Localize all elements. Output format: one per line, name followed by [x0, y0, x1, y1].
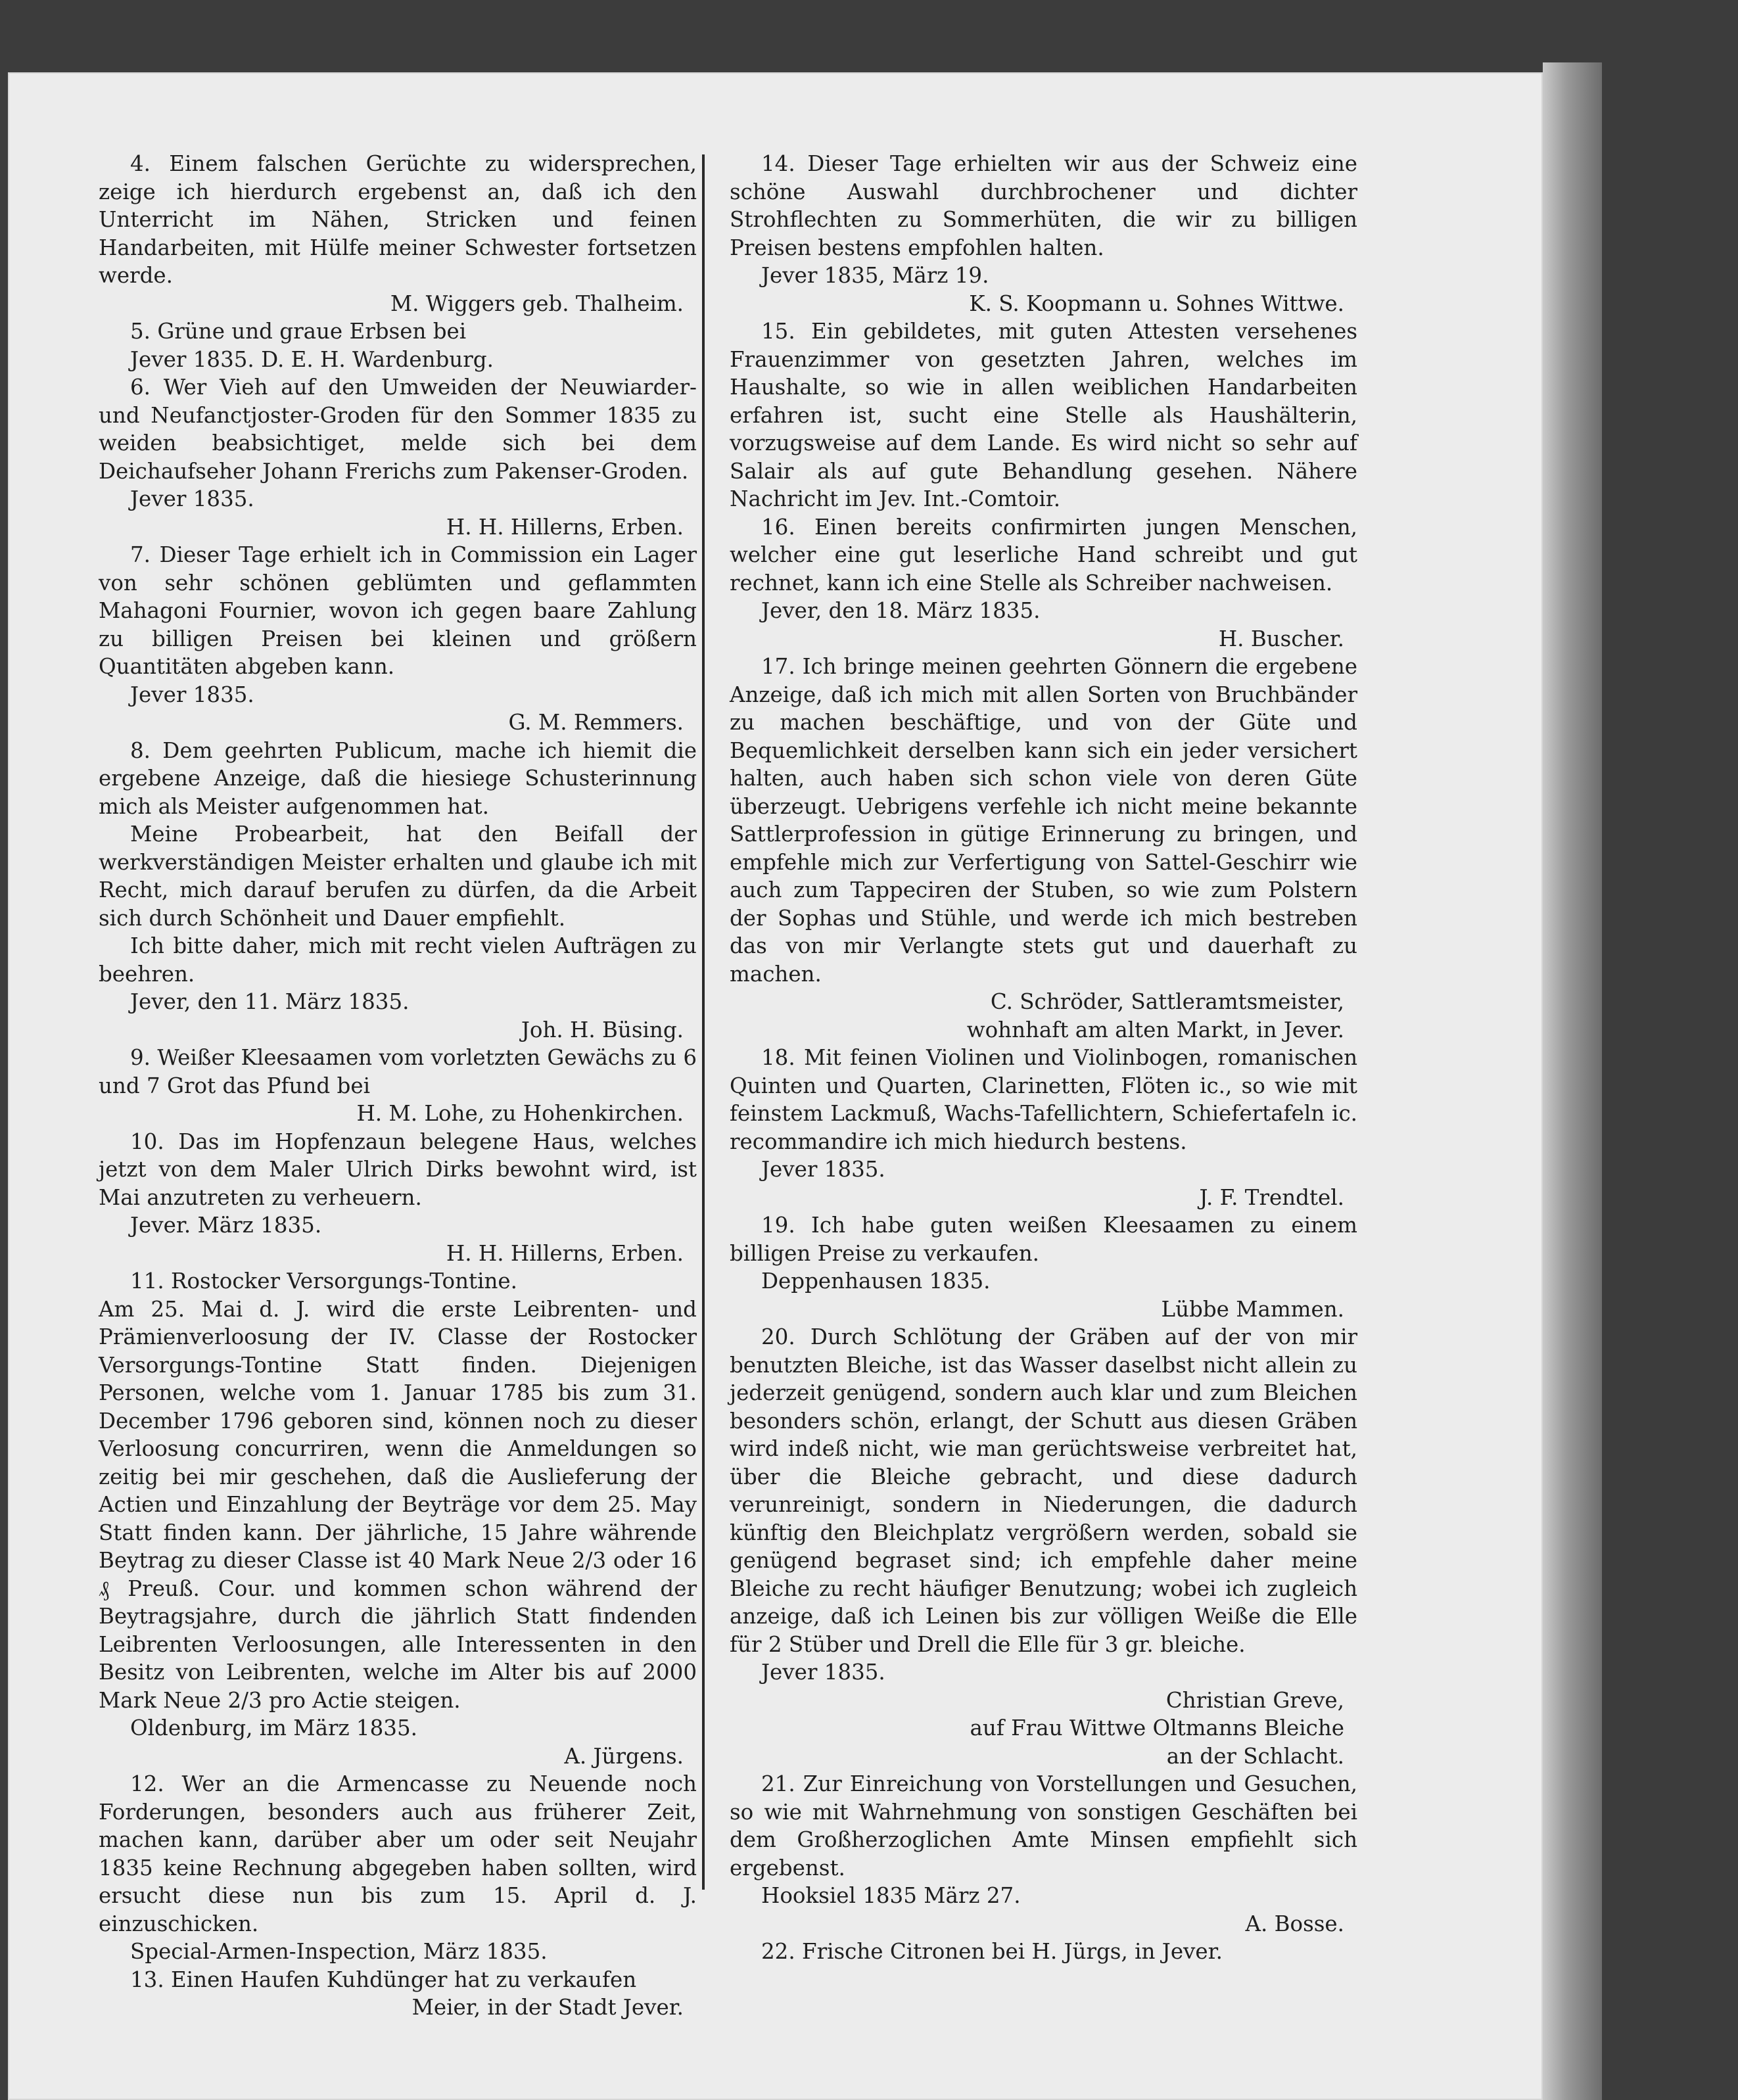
- signature-line: an der Schlacht.: [1166, 1743, 1344, 1769]
- signature-line: H. M. Lohe, zu Hohenkirchen.: [356, 1101, 684, 1126]
- signature-line: Joh. H. Büsing.: [521, 1017, 684, 1042]
- column-divider: [702, 154, 705, 1890]
- notice-paragraph: 11. Rostocker Versorgungs-Tontine.: [130, 1269, 517, 1294]
- notice-paragraph: Jever, den 18. März 1835.: [761, 598, 1041, 623]
- notice-paragraph: Jever 1835.: [130, 682, 254, 707]
- notice-paragraph: 4. Einem falschen Gerüchte zu widersprechen, zeige ich hierdurch ergebenst an, daß ich den Unterricht im Nähen, Stricken und feinen Handarbeiten, mit Hülfe meiner Schwester fortsetzen werde.: [99, 151, 697, 288]
- notice-paragraph: Jever 1835.: [761, 1660, 885, 1685]
- signature-line: Christian Greve,: [1165, 1687, 1344, 1713]
- notice-paragraph: 15. Ein gebildetes, mit guten Attesten versehenes Frauenzimmer von gesetzten Jahren, welches im Haushalte, so wie in allen weiblichen Handarbeiten erfahren ist, sucht eine Stelle als Haushälterin, vorzugsweise auf dem Lande. Es wird nicht so sehr auf Salair als auf gute Behandlung gesehen. Nähere Nachricht im Jev. Int.-Comtoir.: [730, 319, 1357, 511]
- signature-line: wohnhaft am alten Markt, in Jever.: [966, 1017, 1344, 1042]
- notice-paragraph: Hooksiel 1835 März 27.: [761, 1883, 1021, 1908]
- signature-line: M. Wiggers geb. Thalheim.: [390, 291, 684, 316]
- notice-paragraph: 17. Ich bringe meinen geehrten Gönnern die ergebene Anzeige, daß ich mich mit allen Sorten von Bruchbänder zu machen beschäftige, und von der Güte und Bequemlichkeit derselben kann sich ein jeder versichert halten, auch haben sich schon viele von deren Güte überzeugt. Uebrigens verfehle ich nicht meine bekannte Sattlerprofession in gütige Erinnerung zu bringen, und empfehle mich zur Verfertigung von Sattel-Geschirr wie auch zum Tappeciren der Stuben, so wie zum Polstern der Sophas und Stühle, und werde ich mich bestreben das von mir Verlangte stets gut und dauerhaft zu machen.: [730, 654, 1357, 987]
- notice-paragraph: Jever, den 11. März 1835.: [130, 989, 410, 1014]
- notice-paragraph: Jever 1835.: [130, 486, 254, 511]
- signature-line: A. Jürgens.: [564, 1743, 684, 1769]
- notice-paragraph: 21. Zur Einreichung von Vorstellungen und Gesuchen, so wie mit Wahrnehmung von sonstigen Geschäften bei dem Großherzoglichen Amte Minsen empfiehlt sich ergebenst.: [730, 1771, 1357, 1880]
- notice-paragraph: Jever 1835. D. E. H. Wardenburg.: [130, 346, 494, 372]
- notice-paragraph: 18. Mit feinen Violinen und Violinbogen, romanischen Quinten und Quarten, Clarinetten, Flöten ic., so wie mit feinstem Lackmuß, Wachs-Tafellichtern, Schiefertafeln ic. recommandire ich mich hiedurch bestens.: [730, 1045, 1357, 1154]
- notice-paragraph: 16. Einen bereits confirmirten jungen Menschen, welcher eine gut leserliche Hand schreibt und gut rechnet, kann ich eine Stelle als Schreiber nachweisen.: [730, 514, 1357, 595]
- notice-paragraph: 14. Dieser Tage erhielten wir aus der Schweiz eine schöne Auswahl durchbrochener und dichter Strohflechten zu Sommerhüten, die wir zu billigen Preisen bestens empfohlen halten.: [730, 151, 1357, 260]
- notice-paragraph: Am 25. Mai d. J. wird die erste Leibrenten- und Prämienverloosung der IV. Classe der Rostocker Versorgungs-Tontine Statt finden. Diejenigen Personen, welche vom 1. Januar 1785 bis zum 31. December 1796 geboren sind, können noch zu dieser Verloosung concurriren, wenn die Anmeldungen so zeitig bei mir geschehen, daß die Auslieferung der Actien und Einzahlung der Beyträge vor dem 25. May Statt finden kann. Der jährliche, 15 Jahre währende Beytrag zu dieser Classe ist 40 Mark Neue 2/3 oder 16 ₰ Preuß. Cour. und kommen schon während der Beytragsjahre, durch die jährlich Statt findenden Leibrenten Verloosungen, alle Interessenten in den Besitz von Leibrenten, welche im Alter bis auf 2000 Mark Neue 2/3 pro Actie steigen.: [99, 1296, 697, 1713]
- notice-paragraph: Ich bitte daher, mich mit recht vielen Aufträgen zu beehren.: [99, 933, 697, 987]
- right-column: [730, 150, 1357, 1966]
- notice-paragraph: 9. Weißer Kleesaamen vom vorletzten Gewächs zu 6 und 7 Grot das Pfund bei: [99, 1045, 697, 1098]
- signature-line: G. M. Remmers.: [508, 710, 684, 735]
- signature-line: H. H. Hillerns, Erben.: [446, 514, 684, 540]
- signature-line: K. S. Koopmann u. Sohnes Wittwe.: [969, 291, 1344, 316]
- signature-line: A. Bosse.: [1245, 1911, 1344, 1936]
- page-edge: [1543, 62, 1602, 2100]
- notice-paragraph: 20. Durch Schlötung der Gräben auf der von mir benutzten Bleiche, ist das Wasser daselbst nicht allein zu jederzeit genügend, sondern auch klar und zum Bleichen besonders schön, erlangt, der Schutt aus diesen Gräben wird indeß nicht, wie man gerüchtsweise verbreitet hat, über die Bleiche gebracht, und diese dadurch verunreinigt, sondern in Niederungen, die dadurch künftig den Bleichplatz vergrößern werden, sobald sie genügend begraset sind; ich empfehle daher meine Bleiche zu recht häufiger Benutzung; wobei ich zugleich anzeige, daß ich Leinen bis zur völligen Weiße die Elle für 2 Stüber und Drell die Elle für 3 gr. bleiche.: [730, 1324, 1357, 1657]
- notice-paragraph: 7. Dieser Tage erhielt ich in Commission ein Lager von sehr schönen geblümten und geflammten Mahagoni Fournier, wovon ich gegen baare Zahlung zu billigen Preisen bei kleinen und größern Quantitäten abgeben kann.: [99, 542, 697, 679]
- notice-paragraph: Jever 1835, März 19.: [761, 263, 989, 288]
- signature-line: J. F. Trendtel.: [1199, 1184, 1344, 1210]
- notice-paragraph: 22. Frische Citronen bei H. Jürgs, in Jever.: [761, 1939, 1223, 1964]
- signature-line: H. H. Hillerns, Erben.: [446, 1240, 684, 1266]
- notice-paragraph: Jever 1835.: [761, 1157, 885, 1182]
- notice-paragraph: 6. Wer Vieh auf den Umweiden der Neuwiarder- und Neufanctjoster-Groden für den Sommer 1835 zu weiden beabsichtiget, melde sich bei dem Deichaufseher Johann Frerichs zum Pakenser-Groden.: [99, 375, 697, 484]
- notice-paragraph: 12. Wer an die Armencasse zu Neuende noch Forderungen, besonders auch aus früherer Zeit, machen kann, darüber aber um oder seit Neujahr 1835 keine Rechnung abgegeben haben sollten, wird ersucht diese nun bis zum 15. April d. J. einzuschicken.: [99, 1771, 697, 1936]
- notice-paragraph: 19. Ich habe guten weißen Kleesaamen zu einem billigen Preise zu verkaufen.: [730, 1213, 1357, 1266]
- signature-line: C. Schröder, Sattleramtsmeister,: [990, 989, 1344, 1014]
- signature-line: Meier, in der Stadt Jever.: [411, 1995, 684, 2020]
- notice-paragraph: 8. Dem geehrten Publicum, mache ich hiemit die ergebene Anzeige, daß die hiesiege Schusterinnung mich als Meister aufgenommen hat.: [99, 737, 697, 819]
- notice-paragraph: 5. Grüne und graue Erbsen bei: [130, 319, 467, 344]
- notice-paragraph: Special-Armen-Inspection, März 1835.: [130, 1939, 548, 1964]
- signature-line: auf Frau Wittwe Oltmanns Bleiche: [970, 1715, 1344, 1740]
- left-column: [99, 150, 697, 2022]
- notice-paragraph: Oldenburg, im März 1835.: [130, 1715, 417, 1740]
- notice-paragraph: 10. Das im Hopfenzaun belegene Haus, welches jetzt von dem Maler Ulrich Dirks bewohnt wird, ist Mai anzutreten zu verheuern.: [99, 1129, 697, 1210]
- signature-line: H. Buscher.: [1218, 626, 1344, 651]
- notice-paragraph: 13. Einen Haufen Kuhdünger hat zu verkaufen: [130, 1967, 637, 1992]
- notice-paragraph: Deppenhausen 1835.: [761, 1269, 991, 1294]
- notice-paragraph: Meine Probearbeit, hat den Beifall der werkverständigen Meister erhalten und glaube ich mit Recht, mich darauf berufen zu dürfen, da die Arbeit sich durch Schönheit und Dauer empfiehlt.: [99, 822, 697, 931]
- signature-line: Lübbe Mammen.: [1161, 1296, 1344, 1322]
- notice-paragraph: Jever. März 1835.: [130, 1213, 322, 1238]
